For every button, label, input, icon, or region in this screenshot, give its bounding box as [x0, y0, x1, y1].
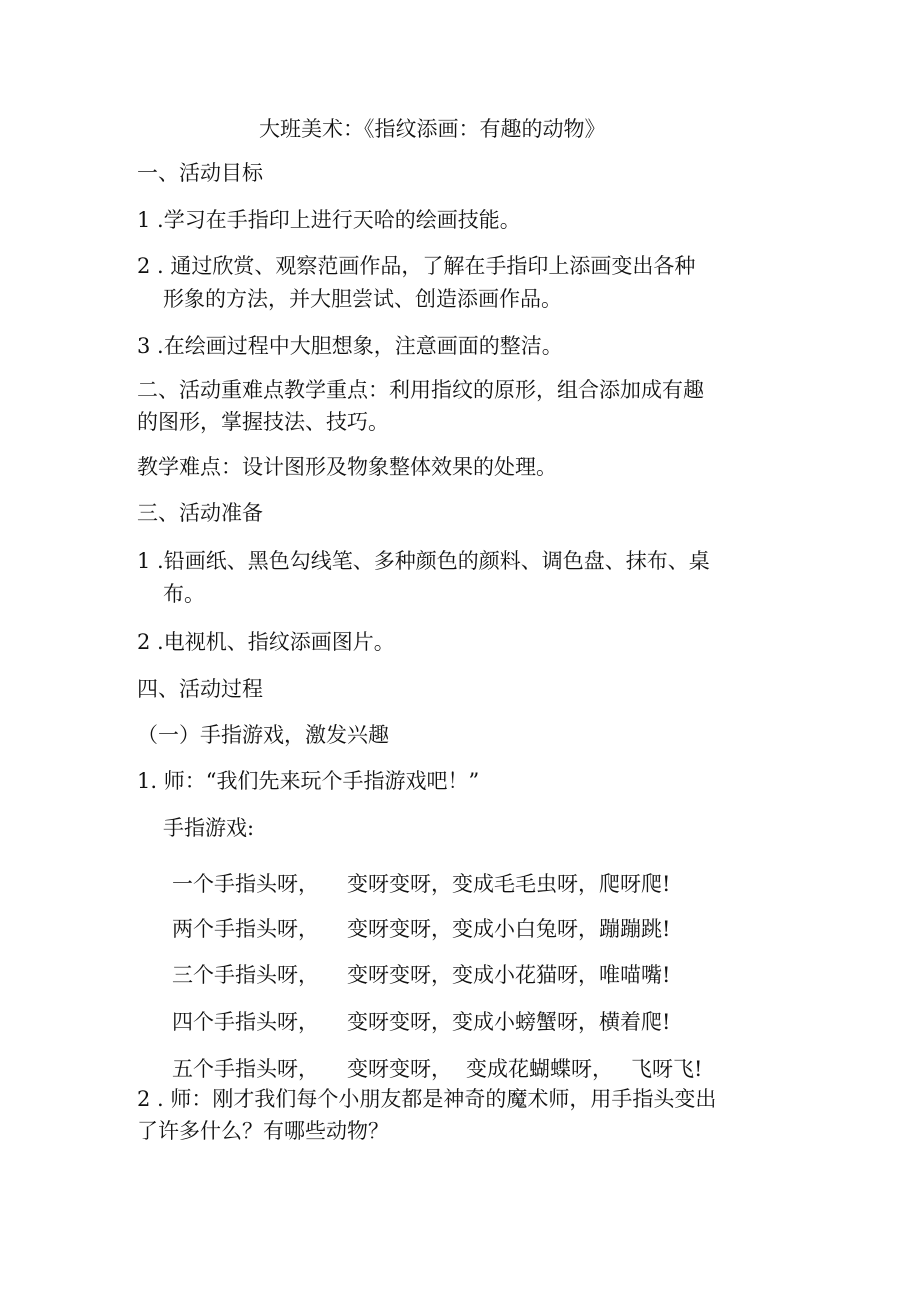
game-line-1-part-2: 变呀变呀，变成毛毛虫呀，爬呀爬! — [347, 872, 671, 896]
game-line-5 — [172, 1052, 702, 1086]
goals-heading: 一、活动目标 — [137, 161, 263, 185]
game-line-3-part-2: 变呀变呀，变成小花猫呀，唯喵嘴! — [347, 963, 671, 987]
game-line-3-part-1: 三个手指头呀， — [172, 963, 319, 987]
goal-item-2-line-1: 2 . 通过欣赏、观察范画作品，了解在手指印上添画变出各种 — [137, 254, 696, 278]
prep-item-2: 2 .电视机、指纹添画图片。 — [137, 630, 395, 654]
game-line-1 — [172, 867, 670, 901]
game-line-5-part-4: 飞呀飞! — [631, 1057, 703, 1081]
key-points-line-2: 的图形，掌握技法、技巧。 — [137, 410, 389, 434]
document-title: 大班美术：《指纹添画：有趣的动物》 — [259, 117, 606, 141]
step-1-item-1: 1. 师：“我们先来玩个手指游戏吧！” — [137, 769, 480, 793]
process-heading: 四、活动过程 — [137, 677, 263, 701]
game-label: 手指游戏: — [163, 816, 255, 840]
difficulty-text: 教学难点：设计图形及物象整体效果的处理。 — [137, 455, 557, 479]
game-line-4-part-1: 四个手指头呀， — [172, 1010, 319, 1034]
game-line-5-part-1: 五个手指头呀， — [172, 1057, 319, 1081]
step-1-item-2-line-1: 2 . 师：刚才我们每个小朋友都是神奇的魔术师，用手指头变出 — [137, 1087, 717, 1111]
game-line-4 — [172, 1005, 670, 1039]
game-line-3 — [172, 958, 670, 992]
step-1-item-2-line-2: 了许多什么？有哪些动物？ — [137, 1119, 389, 1143]
prep-item-1-line-2: 布。 — [163, 582, 205, 606]
goal-item-2-line-2: 形象的方法，并大胆尝试、创造添画作品。 — [163, 287, 562, 311]
game-line-2-part-2: 变呀变呀，变成小白兔呀，蹦蹦跳! — [347, 917, 671, 941]
step-1-heading: （一）手指游戏，激发兴趣 — [137, 723, 389, 747]
goal-item-3: 3 .在绘画过程中大胆想象，注意画面的整洁。 — [137, 334, 563, 358]
game-line-2 — [172, 912, 670, 946]
game-line-4-part-2: 变呀变呀，变成小螃蟹呀，横着爬! — [347, 1010, 671, 1034]
prep-heading: 三、活动准备 — [137, 501, 263, 525]
prep-item-1-line-1: 1 .铅画纸、黑色勾线笔、多种颜色的颜料、调色盘、抹布、桌 — [137, 549, 710, 573]
goal-item-1: 1 .学习在手指印上进行天哈的绘画技能。 — [137, 208, 521, 232]
game-line-5-part-3: 变成花蝴蝶呀， — [466, 1057, 613, 1081]
game-line-5-part-2: 变呀变呀， — [347, 1057, 452, 1081]
game-line-2-part-1: 两个手指头呀， — [172, 917, 319, 941]
key-points-line-1: 二、活动重难点教学重点：利用指纹的原形，组合添加成有趣 — [137, 378, 704, 402]
game-line-1-part-1: 一个手指头呀， — [172, 872, 319, 896]
